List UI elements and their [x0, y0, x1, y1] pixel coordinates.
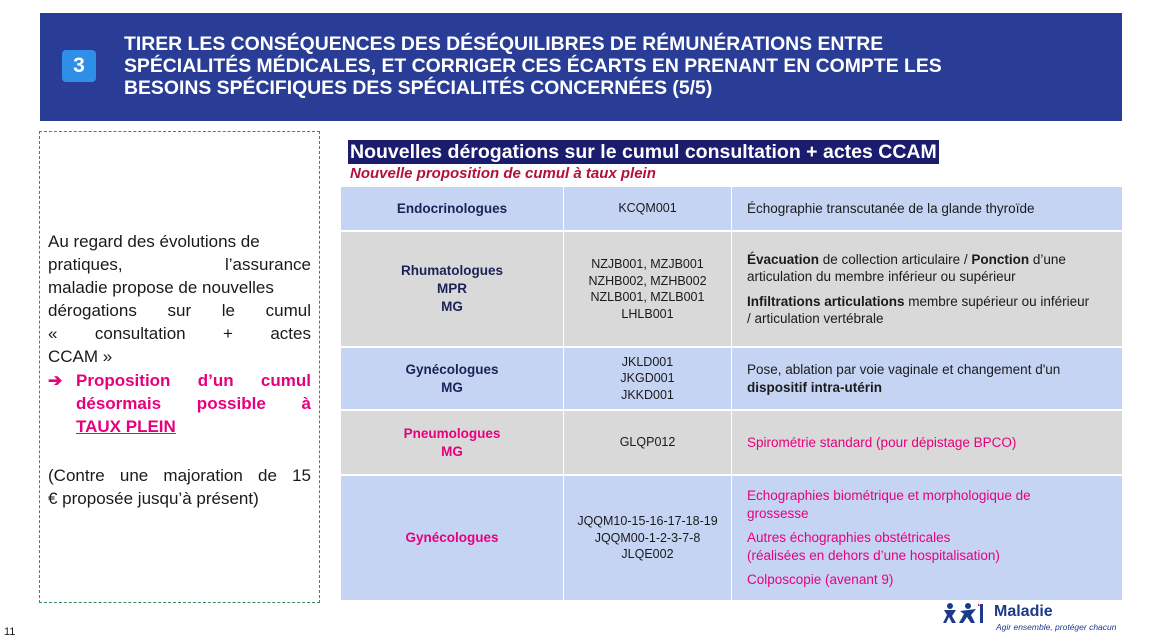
act-description-cell	[732, 348, 1122, 409]
logo-tagline: Agir ensemble, protéger chacun	[996, 622, 1117, 632]
table-subtitle: Nouvelle proposition de cumul à taux plein	[350, 165, 656, 182]
summary-box	[39, 131, 320, 603]
ccam-codes-cell	[564, 411, 732, 474]
specialty-name: Gynécologues	[405, 361, 499, 377]
description-line: Autres échographies obstétricales	[747, 530, 951, 546]
act-description-cell	[732, 476, 1122, 600]
specialty-list	[401, 262, 503, 316]
act-description	[747, 251, 1089, 328]
ccam-code-list	[620, 434, 676, 451]
note-line: € proposée jusqu’à présent)	[48, 489, 259, 508]
intro-line: maladie propose de nouvelles	[48, 278, 274, 297]
act-description-cell	[732, 411, 1122, 474]
ccam-code: JQQM10-15-16-17-18-19	[577, 514, 718, 529]
description-line: Echographies biométrique et morphologique de	[747, 488, 1031, 504]
specialty-name: MG	[441, 299, 463, 314]
description-bold-term: Ponction	[971, 251, 1030, 267]
table-title: Nouvelles dérogations sur le cumul consultation + actes CCAM	[350, 141, 937, 163]
description-line: Colposcopie (avenant 9)	[747, 572, 894, 588]
summary-note	[48, 464, 311, 510]
specialty-cell	[341, 411, 564, 474]
ccam-code: JQQM00-1-2-3-7-8	[594, 530, 701, 545]
description-paragraph	[747, 200, 1034, 218]
slide-header	[40, 13, 1122, 121]
summary-intro	[48, 230, 311, 368]
ccam-code: NZLB001, MZLB001	[590, 290, 705, 304]
description-line: Pose, ablation par voie vaginale et changement d'un	[747, 362, 1061, 377]
ccam-code-list	[577, 513, 717, 563]
specialty-list	[397, 200, 507, 218]
specialty-cell	[341, 348, 564, 409]
intro-line: dérogations sur le cumul	[48, 301, 311, 320]
proposal-taux-plein: TAUX PLEIN	[76, 417, 176, 436]
arrow-right-icon: ➔	[48, 371, 63, 390]
specialty-list	[405, 529, 498, 547]
intro-line: Au regard des évolutions de	[48, 232, 260, 251]
specialty-name: Endocrinologues	[396, 200, 508, 216]
ccam-code: JKGD001	[620, 371, 675, 386]
table-row	[341, 411, 1122, 476]
ccam-code: JKKD001	[621, 387, 674, 402]
description-line: articulation du membre inférieur ou supérieur	[747, 269, 1016, 284]
specialty-name: MG	[441, 443, 463, 459]
specialty-list	[404, 425, 501, 461]
intro-line: pratiques, l’assurance	[48, 255, 311, 274]
description-line: Spirométrie standard (pour dépistage BPCO)	[747, 434, 1017, 450]
act-description-cell	[732, 232, 1122, 346]
act-description	[747, 434, 1016, 452]
ccam-code: GLQP012	[619, 435, 676, 450]
description-line: grossesse	[747, 505, 809, 521]
section-number-badge: 3	[62, 50, 96, 82]
specialty-name: Rhumatologues	[400, 263, 503, 278]
ccam-code: LHLB001	[621, 306, 674, 321]
description-paragraph	[747, 529, 1031, 564]
derogations-table	[341, 187, 1122, 602]
ccam-codes-cell	[564, 187, 732, 230]
ccam-code: JKLD001	[621, 354, 674, 369]
description-bold-term: Évacuation	[747, 251, 820, 267]
description-paragraph	[747, 293, 1089, 328]
specialty-cell	[341, 232, 564, 346]
act-description	[747, 361, 1060, 396]
description-bold-term: dispositif intra-utérin	[747, 379, 882, 395]
specialty-list	[405, 361, 498, 397]
slide-title	[124, 33, 1104, 99]
proposal-line: désormais possible à	[76, 394, 311, 413]
description-paragraph	[747, 487, 1031, 522]
slide-title-line: BESOINS SPÉCIFIQUES DES SPÉCIALITÉS CONCERNÉES (5/5)	[124, 77, 713, 99]
note-line: (Contre une majoration de 15	[48, 466, 311, 485]
description-paragraph	[747, 434, 1016, 452]
ccam-code-list	[588, 256, 706, 322]
description-line: Échographie transcutanée de la glande thyroïde	[747, 200, 1035, 216]
description-line: Évacuation de collection articulaire / Ponction d’une	[747, 251, 1066, 267]
specialty-name: Gynécologues	[405, 530, 499, 545]
table-row	[341, 476, 1122, 602]
table-row	[341, 232, 1122, 348]
ccam-codes-cell	[564, 476, 732, 600]
ccam-code: NZJB001, MZJB001	[591, 257, 704, 271]
ccam-code: KCQM001	[618, 201, 677, 216]
ccam-code: NZHB002, MZHB002	[588, 273, 707, 288]
intro-line: CCAM »	[48, 347, 113, 366]
table-row	[341, 187, 1122, 232]
assurance-maladie-logo	[942, 601, 1142, 641]
slide-title-line: TIRER LES CONSÉQUENCES DES DÉSÉQUILIBRES DE RÉMUNÉRATIONS ENTRE	[124, 33, 884, 55]
description-paragraph	[747, 251, 1089, 286]
logo-figures-icon	[942, 601, 990, 625]
act-description	[747, 487, 1031, 589]
ccam-code-list	[620, 354, 674, 404]
proposal-highlight	[48, 369, 311, 438]
ccam-code-list	[618, 200, 676, 217]
act-description	[747, 200, 1034, 218]
ccam-codes-cell	[564, 348, 732, 409]
description-line: Infiltrations articulations membre supérieur ou inférieur	[747, 293, 1090, 309]
specialty-name: Pneumologues	[403, 425, 501, 441]
description-line	[747, 379, 1060, 397]
description-paragraph	[747, 361, 1060, 396]
description-paragraph	[747, 571, 1031, 589]
logo-brand: Maladie	[994, 603, 1053, 620]
specialty-cell	[341, 476, 564, 600]
specialty-name: MG	[441, 379, 463, 395]
ccam-codes-cell	[564, 232, 732, 346]
slide-title-line: SPÉCIALITÉS MÉDICALES, ET CORRIGER CES ÉCARTS EN PRENANT EN COMPTE LES	[124, 55, 942, 77]
proposal-line: Proposition d’un cumul	[76, 371, 311, 390]
intro-line: « consultation + actes	[48, 324, 311, 343]
specialty-name: MPR	[436, 281, 467, 296]
description-bold-term: Infiltrations articulations	[747, 293, 905, 309]
description-line: (réalisées en dehors d’une hospitalisation)	[747, 547, 1000, 563]
page-number: 11	[4, 626, 16, 638]
act-description-cell	[732, 187, 1122, 230]
table-row	[341, 348, 1122, 411]
description-line: / articulation vertébrale	[747, 311, 884, 326]
specialty-cell	[341, 187, 564, 230]
ccam-code: JLQE002	[621, 547, 674, 562]
